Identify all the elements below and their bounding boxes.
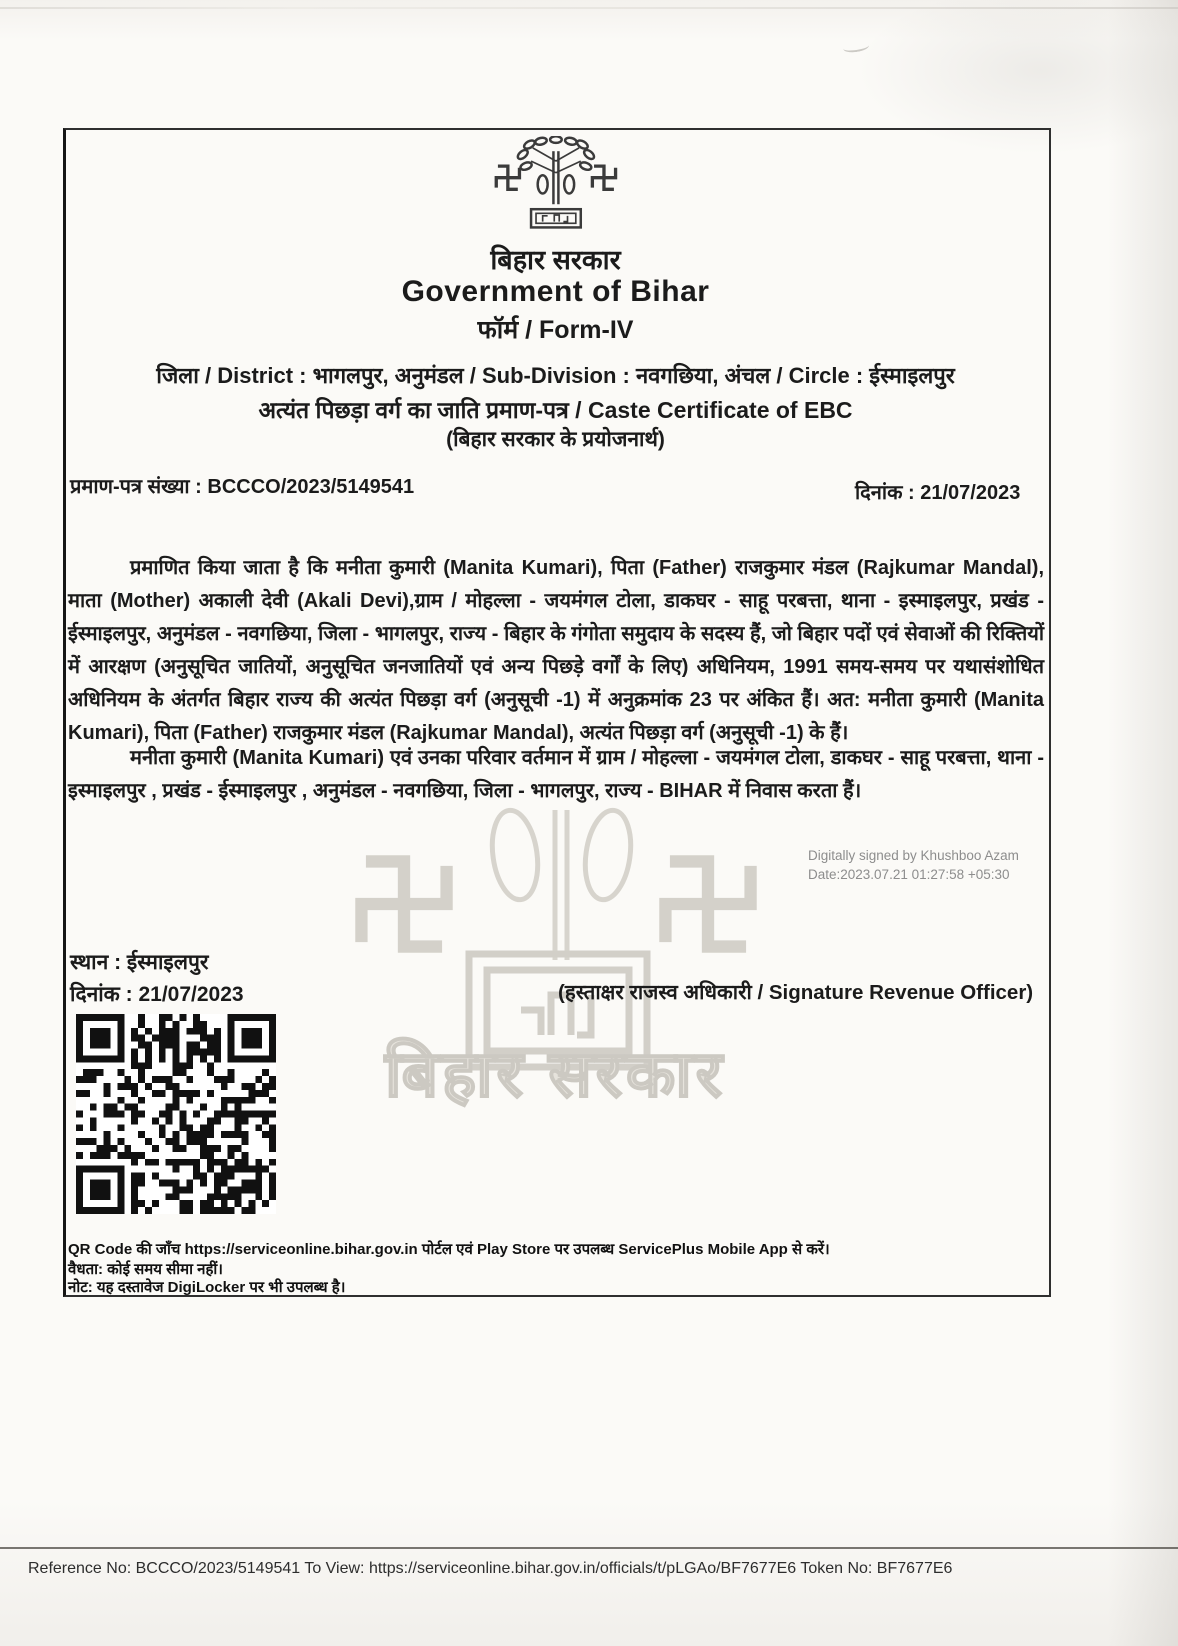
header-english-title: Government of Bihar	[401, 275, 710, 308]
footer-divider	[0, 1547, 1178, 1549]
certificate-body-paragraph-1: प्रमाणित किया जाता है कि मनीता कुमारी (Manita Kumari), पिता (Father) राजकुमार मंडल (Rajkumar Mandal), माता (Mother) अकाली देवी (Akali Devi),ग्राम / मोहल्ला - जयमंगल टोला, डाकघर - साहू परबत्ता, थाना - इस्माइलपुर, प्रखंड - ईस्माइलपुर, अनुमंडल - नवगछिया, जिला - भागलपुर, राज्य - बिहार के गंगोता समुदाय के सदस्य हैं, जो बिहार पदों एवं सेवाओं की रिक्तियों में आरक्षण (अनुसूचित जातियों, अनुसूचित जनजातियों एवं अन्य पिछड़े वर्गों के लिए) अधिनियम, 1991 समय-समय पर यथासंशोधित अधिनियम के अंतर्गत बिहार राज्य की अत्यंत पिछड़ा वर्ग (अनुसूची -1) में अनुक्रमांक 23 पर अंकित हैं। अत: मनीता कुमारी (Manita Kumari), पिता (Father) राजकुमार मंडल (Rajkumar Mandal), अत्यंत पिछड़ा वर्ग (अनुसूची -1) के हैं।	[68, 557, 1044, 744]
watermark-text: बिहार सरकार	[385, 1038, 726, 1110]
certificate-date: दिनांक : 21/07/2023	[855, 482, 1021, 504]
scan-artifact-pencil-mark	[842, 40, 869, 54]
certificate-number: प्रमाण-पत्र संख्या : BCCCO/2023/5149541	[70, 476, 415, 498]
digital-signature-date: Date:2023.07.21 01:27:58 +05:30	[808, 867, 1010, 882]
signature-date-line: दिनांक : 21/07/2023	[70, 983, 244, 1006]
caste-certificate-title: अत्यंत पिछड़ा वर्ग का जाति प्रमाण-पत्र / Caste Certificate of EBC	[258, 397, 853, 423]
certificate-body-paragraph-2: मनीता कुमारी (Manita Kumari) एवं उनका परिवार वर्तमान में ग्राम / मोहल्ला - जयमंगल टोला, डाकघर - साहू परबत्ता, थाना - इस्माइलपुर , प्रखंड - ईस्माइलपुर , अनुमंडल - नवगछिया, जिला - भागलपुर, राज्य - BIHAR में निवास करता हैं।	[68, 747, 1044, 802]
qr-verification-note: QR Code की जाँच https://serviceonline.bihar.gov.in पोर्टल एवं Play Store पर उपलब्ध ServicePlus Mobile App से करें।	[68, 1241, 830, 1258]
footer-reference-line: Reference No: BCCCO/2023/5149541 To View: https://serviceonline.bihar.gov.in/officials/t/pLGAo/BF7677E6 Token No: BF7677E6	[28, 1560, 953, 1577]
qr-code	[76, 1014, 276, 1214]
header-hindi-title: बिहार सरकार	[490, 245, 621, 275]
validity-note: वैधता: कोई समय सीमा नहीं।	[68, 1261, 223, 1278]
scan-artifact-fold-line	[0, 7, 1178, 9]
revenue-officer-signature-line: (हस्ताक्षर राजस्व अधिकारी / Signature Revenue Officer)	[558, 981, 1034, 1004]
digilocker-note: नोट: यह दस्तावेज DigiLocker पर भी उपलब्ध है।	[68, 1279, 346, 1296]
purpose-line: (बिहार सरकार के प्रयोजनार्थ)	[446, 428, 665, 451]
district-subdivision-circle-line: जिला / District : भागलपुर, अनुमंडल / Sub-Division : नवगछिया, अंचल / Circle : ईस्माइलपुर	[156, 363, 955, 388]
place-line: स्थान : ईस्माइलपुर	[70, 951, 209, 974]
header-form-line: फॉर्म / Form-IV	[477, 316, 634, 344]
bihar-emblem-logo-icon	[483, 136, 628, 236]
digital-signature-stamp	[808, 846, 1019, 884]
digital-signature-signer: Digitally signed by Khushboo Azam	[808, 848, 1019, 863]
